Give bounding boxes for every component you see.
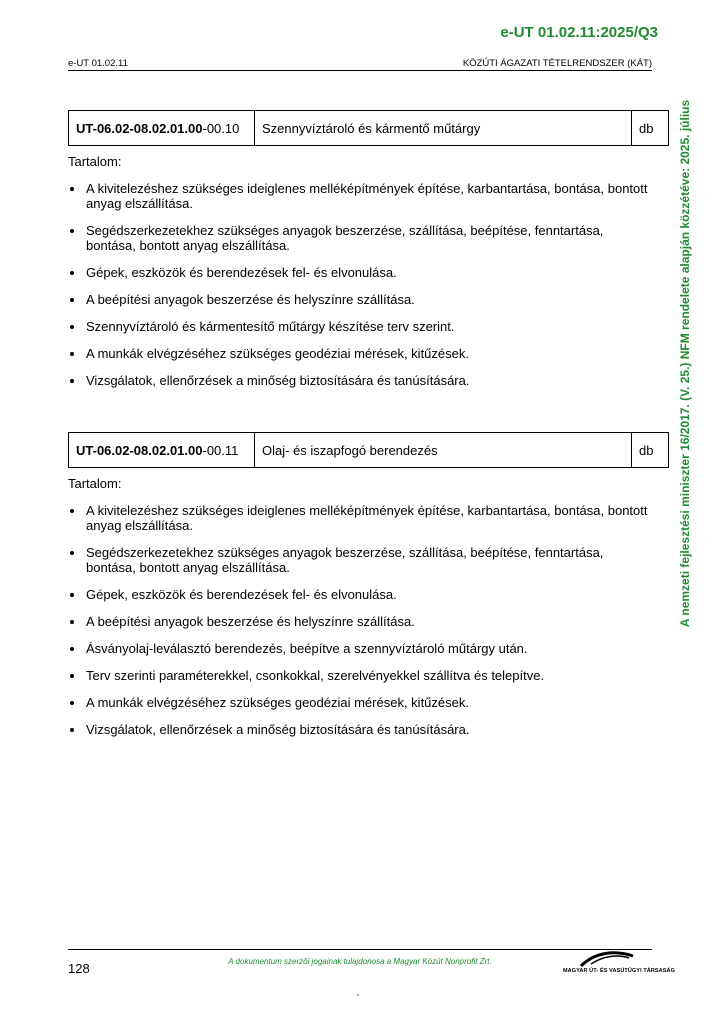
road-swoosh-icon (563, 948, 655, 968)
content-label: Tartalom: (68, 154, 122, 169)
item-name: Szennyvíztároló és kármentő műtárgy (255, 111, 632, 146)
list-item: A kivitelezéshez szükséges ideiglenes melléképítmények építése, karbantartása, bontása, bontott anyag elszállítása. (68, 503, 648, 533)
list-item: Szennyvíztároló és kármentesítő műtárgy készítése terv szerint. (68, 319, 648, 334)
item-header-table (68, 110, 669, 146)
list-item: Terv szerinti paraméterekkel, csonkokkal, szerelvényekkel szállítva és telepítve. (68, 668, 648, 683)
logo-text: MAGYAR ÚT- ÉS VASÚTÜGYI TÁRSASÁG (563, 968, 675, 974)
company-logo (563, 948, 675, 974)
item-code (69, 433, 255, 468)
item-header-table (68, 432, 669, 468)
document-code: e-UT 01.02.11:2025/Q3 (500, 24, 658, 41)
list-item: A munkák elvégzéséhez szükséges geodéziai mérések, kitűzések. (68, 695, 648, 710)
content-list (68, 181, 648, 400)
item-code-bold: UT-06.02-08.02.01.00 (76, 442, 203, 458)
list-item: A beépítési anyagok beszerzése és helyszínre szállítása. (68, 292, 648, 307)
list-item: A beépítési anyagok beszerzése és helyszínre szállítása. (68, 614, 648, 629)
list-item: Gépek, eszközök és berendezések fel- és elvonulása. (68, 265, 648, 280)
page-number: 128 (68, 961, 90, 976)
item-code (69, 111, 255, 146)
item-unit: db (632, 111, 669, 146)
item-code-suffix: -00.10 (202, 120, 240, 136)
list-item: A kivitelezéshez szükséges ideiglenes melléképítmények építése, karbantartása, bontása, bontott anyag elszállítása. (68, 181, 648, 211)
item-code-bold: UT-06.02-08.02.01.00 (76, 120, 203, 136)
list-item: Vizsgálatok, ellenőrzések a minőség biztosítására és tanúsítására. (68, 722, 648, 737)
list-item: A munkák elvégzéséhez szükséges geodéziai mérések, kitűzések. (68, 346, 648, 361)
header-doc-id: e-UT 01.02.11 (68, 58, 128, 69)
content-list (68, 503, 648, 749)
copyright-note: A dokumentum szerzői jogainak tulajdonosa a Magyar Közút Nonprofit Zrt. (228, 957, 492, 966)
header-title: KÖZÚTI ÁGAZATI TÉTELRENDSZER (KÁT) (462, 58, 652, 69)
content-label: Tartalom: (68, 476, 122, 491)
list-item: Vizsgálatok, ellenőrzések a minőség biztosítására és tanúsítására. (68, 373, 648, 388)
decorative-dot (357, 994, 359, 996)
list-item: Segédszerkezetekhez szükséges anyagok beszerzése, szállítása, beépítése, fenntartása, bontása, bontott anyag elszállítása. (68, 223, 648, 253)
list-item: Segédszerkezetekhez szükséges anyagok beszerzése, szállítása, beépítése, fenntartása, bontása, bontott anyag elszállítása. (68, 545, 648, 575)
list-item: Gépek, eszközök és berendezések fel- és elvonulása. (68, 587, 648, 602)
publication-note: A nemzeti fejlesztési miniszter 16/2017. (V. 25.) NFM rendelete alapján közzétéve: 2025. július (678, 99, 692, 628)
item-name: Olaj- és iszapfogó berendezés (255, 433, 632, 468)
header-divider (68, 70, 652, 71)
item-code-suffix: -00.11 (202, 442, 239, 458)
list-item: Ásványolaj-leválasztó berendezés, beépítve a szennyvíztároló műtárgy után. (68, 641, 648, 656)
item-unit: db (632, 433, 669, 468)
